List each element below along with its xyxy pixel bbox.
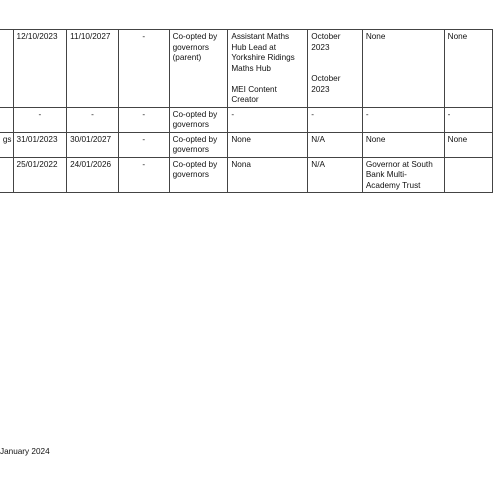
interest-item: Assistant Maths Hub Lead at Yorkshire Ridings Maths Hub bbox=[231, 32, 295, 73]
end-date-cell: 11/10/2027 bbox=[67, 30, 119, 108]
last-col-cell: None bbox=[444, 30, 492, 108]
last-col-cell: None bbox=[444, 132, 492, 157]
end-date-cell: - bbox=[67, 107, 119, 132]
end-date-cell: 24/01/2026 bbox=[67, 157, 119, 193]
last-col-cell: - bbox=[444, 107, 492, 132]
interest-date-item: October 2023 bbox=[311, 32, 341, 52]
interests-cell bbox=[228, 30, 308, 108]
dash-cell: - bbox=[118, 157, 169, 193]
other-interests-cell: Governor at South Bank Multi-Academy Trust bbox=[362, 157, 444, 193]
interests-cell: None bbox=[228, 132, 308, 157]
interest-date-cell bbox=[308, 30, 363, 108]
end-date-cell: 30/01/2027 bbox=[67, 132, 119, 157]
interest-date-cell: N/A bbox=[308, 157, 363, 193]
last-col-cell bbox=[444, 157, 492, 193]
governor-name-cell bbox=[0, 157, 13, 193]
other-interests-cell: None bbox=[362, 30, 444, 108]
start-date-cell: 25/01/2022 bbox=[13, 157, 67, 193]
interests-cell: - bbox=[228, 107, 308, 132]
other-interests-cell: - bbox=[362, 107, 444, 132]
dash-cell: - bbox=[118, 132, 169, 157]
table-row bbox=[0, 132, 493, 157]
other-interests-cell: None bbox=[362, 132, 444, 157]
interest-item: MEI Content Creator bbox=[231, 84, 277, 104]
category-cell: Co-opted by governors bbox=[169, 107, 228, 132]
start-date-cell: 12/10/2023 bbox=[13, 30, 67, 108]
interest-date-item: October 2023 bbox=[311, 74, 341, 94]
category-cell: Co-opted by governors (parent) bbox=[169, 30, 228, 108]
interest-date-cell: - bbox=[308, 107, 363, 132]
governor-register-table bbox=[0, 29, 493, 193]
footer-date: January 2024 bbox=[0, 447, 50, 456]
start-date-cell: - bbox=[13, 107, 67, 132]
table-row bbox=[0, 30, 493, 108]
interests-cell: Nona bbox=[228, 157, 308, 193]
governor-name-cell: gs bbox=[0, 132, 13, 157]
governor-name-cell bbox=[0, 30, 13, 108]
category-cell: Co-opted by governors bbox=[169, 132, 228, 157]
table-row bbox=[0, 107, 493, 132]
start-date-cell: 31/01/2023 bbox=[13, 132, 67, 157]
dash-cell: - bbox=[118, 30, 169, 108]
governor-name-cell bbox=[0, 107, 13, 132]
interest-date-cell: N/A bbox=[308, 132, 363, 157]
category-cell: Co-opted by governors bbox=[169, 157, 228, 193]
dash-cell: - bbox=[118, 107, 169, 132]
table-row bbox=[0, 157, 493, 193]
